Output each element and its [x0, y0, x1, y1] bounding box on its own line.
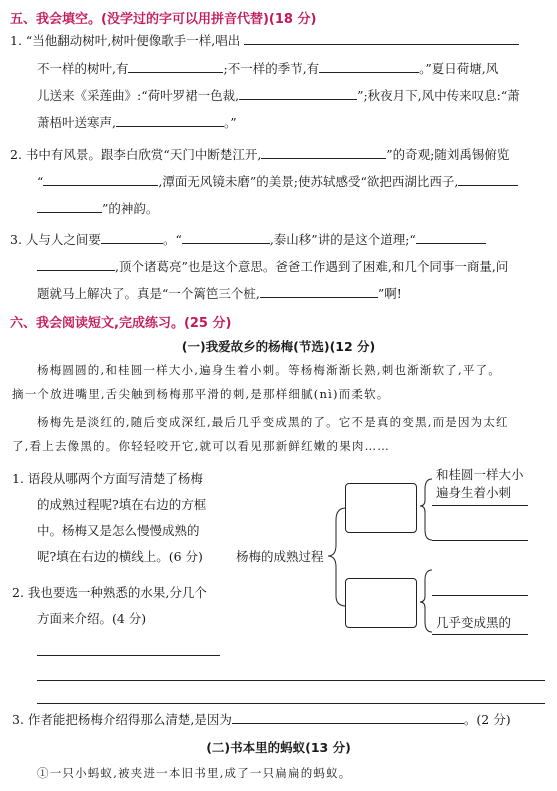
passage1-p1a: 杨梅圆圆的,和桂圆一样大小,遍身生着小刺。等杨梅渐渐长熟,刺也渐渐软了,平了。: [37, 363, 501, 377]
rq3-text-1: 作者能把杨梅介绍得那么清楚,是因为: [27, 712, 232, 727]
q1-text-2a: 不一样的树叶,有: [37, 61, 129, 76]
rq3-number: 3.: [12, 712, 24, 727]
rq1-text-2: 的成熟过程呢?填在右边的方框: [37, 497, 207, 512]
diagram-box-top[interactable]: [345, 483, 417, 533]
q1-text-3a: 儿送来《采莲曲》:“荷叶罗裙一色裁,: [37, 88, 240, 103]
q2-text-1b: ”的奇观;随刘禹锡俯览: [386, 147, 510, 162]
rq2-text-1: 我也要选一种熟悉的水果,分几个: [27, 585, 207, 600]
section6-title: 六、我会阅读短文,完成练习。(25 分): [10, 316, 232, 331]
rq2-answer-line-2[interactable]: [37, 680, 545, 681]
diagram-bottom-right: 几乎变成黑的: [436, 615, 512, 630]
q1-text-2b: ;不一样的季节,有: [223, 61, 320, 76]
rq3-blank[interactable]: [232, 711, 464, 724]
q1-text-4a: 萧梧叶送寒声,: [37, 115, 116, 130]
q3-text-1b: 。“: [162, 232, 182, 247]
q1-text-3b: ”;秋夜月下,风中传来叹息:“萧: [357, 88, 520, 103]
q3-text-1c: ,泰山移”讲的是这个道理;“: [269, 232, 416, 247]
passage1-p2a: 杨梅先是淡红的,随后变成深红,最后几乎变成黑的了。它不是真的变黑,而是因为太红: [37, 415, 509, 429]
section5-title: 五、我会填空。(没学过的字可以用拼音代替)(18 分): [10, 12, 317, 27]
q2-text-1a: 书中有风景。跟李白欣赏“天门中断楚江开,: [25, 147, 262, 162]
diagram-bottom-underline: [432, 634, 528, 635]
rq2-text-2: 方面来介绍。(4 分): [37, 611, 147, 626]
diagram-top-underline: [432, 505, 528, 506]
q3-text-3a: 题就马上解决了。真是“一个篱笆三个桩,: [37, 286, 260, 301]
rq2-number: 2.: [12, 585, 24, 600]
q2-text-2b: ,潭面无风镜未磨”的美景;使苏轼感受“欲把西湖比西子,: [158, 174, 459, 189]
top-brace: [420, 479, 432, 540]
passage2-p1: ①一只小蚂蚁,被夹进一本旧书里,成了一只扁扁的蚂蚁。: [37, 766, 352, 780]
diagram-top-right-1: 和桂圆一样大小: [436, 467, 524, 482]
rq3-line1: [12, 711, 511, 729]
q3-text-1a: 人与人之间要: [25, 232, 101, 247]
rq1-text-3: 中。杨梅又是怎么慢慢成熟的: [37, 523, 200, 538]
passage1-p2b: 了,看上去像黑的。你轻轻咬开它,就可以看见那新鲜红嫩的果肉……: [12, 439, 391, 453]
passage1-title: (一)我爱故乡的杨梅(节选)(12 分): [181, 339, 376, 354]
passage1-p1b: 摘一个放进嘴里,舌尖触到杨梅那平滑的刺,是那样细腻(nì)而柔软。: [12, 387, 390, 401]
rq3-score: 。(2 分): [463, 712, 511, 727]
rq1-text-4: 呢?填在右边的横线上。(6 分): [37, 549, 203, 564]
q3-text-2: ,顶个诸葛亮”也是这个意思。爸爸工作遇到了困难,和几个同事一商量,问: [115, 259, 509, 274]
q1-number: 1.: [10, 33, 22, 48]
q2-text-2a: “: [37, 174, 44, 189]
main-brace: [328, 508, 346, 606]
q2-number: 2.: [10, 147, 22, 162]
diagram-top-right-2: 遍身生着小刺: [436, 485, 512, 500]
q1-text-1: “当他翻动树叶,树叶便像歌手一样,唱出: [25, 33, 241, 48]
rq2-answer-line-3[interactable]: [37, 703, 545, 704]
diagram-top-blank[interactable]: [432, 540, 528, 541]
q3-number: 3.: [10, 232, 22, 247]
bottom-brace: [420, 570, 432, 632]
passage2-title: (二)书本里的蚂蚁(13 分): [206, 740, 351, 755]
diagram-center-label: 杨梅的成熟过程: [236, 549, 324, 564]
q2-text-3: ”的神韵。: [102, 201, 159, 216]
q1-text-4b: 。”: [223, 115, 237, 130]
diagram-box-bottom[interactable]: [345, 578, 417, 628]
rq1-text-1: 语段从哪两个方面写清楚了杨梅: [27, 471, 203, 486]
rq1-number: 1.: [12, 471, 24, 486]
q3-text-3b: ”啊!: [377, 286, 402, 301]
q1-text-2c: 。”夏日荷塘,风: [419, 61, 499, 76]
diagram-bottom-blank[interactable]: [432, 595, 528, 596]
rq2-answer-line-1[interactable]: [37, 655, 220, 656]
